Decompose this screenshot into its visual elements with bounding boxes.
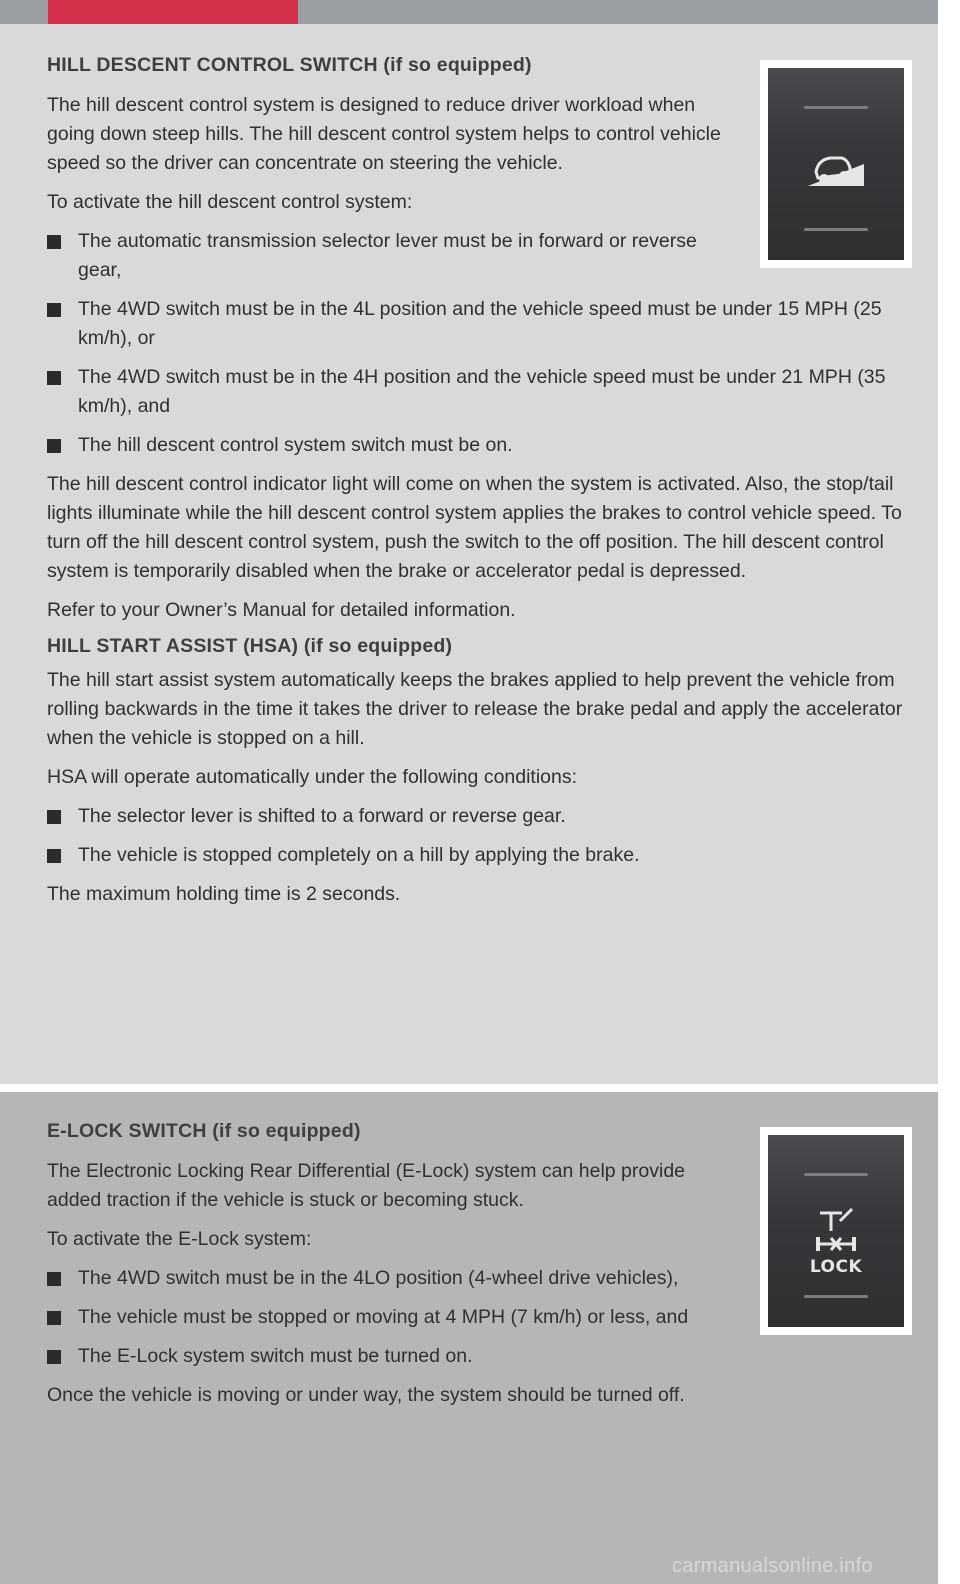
elock-activate-text: To activate the E-Lock system: xyxy=(47,1228,312,1250)
hdc-body: The hill descent control indicator light will come on when the system is activated. Also, the stop/tail lights illuminate while the hill descent control system applies the brakes to control vehicle speed. To turn off the hill descent control system, push the switch to the off position. The hill descent control system is temporarily disabled when the brake or accelerator pedal is depressed. xyxy=(47,473,902,582)
hdc-refer: Refer to your Owner’s Manual for detailed information. xyxy=(47,599,516,621)
list-item: The 4WD switch must be in the 4L position and the vehicle speed must be under 15 MPH (25 km/h), or xyxy=(47,295,907,353)
elock-switch xyxy=(768,1135,904,1327)
hsa-heading: HILL START ASSIST (HSA) (if so equipped) xyxy=(47,635,453,657)
list-item: The hill descent control system switch must be on. xyxy=(47,431,907,460)
list-item: The selector lever is shifted to a forward or reverse gear. xyxy=(47,802,907,831)
switch-groove-bottom xyxy=(804,228,868,231)
switch-groove-top xyxy=(804,106,868,109)
hdc-activate-text: To activate the hill descent control system: xyxy=(47,191,413,213)
hsa-intro: The hill start assist system automatically keeps the brakes applied to help prevent the vehicle from rolling backwards in the time it takes the driver to release the brake pedal and apply the accelerator when the vehicle is stopped on a hill. xyxy=(47,669,903,749)
hsa-conditions-text: HSA will operate automatically under the following conditions: xyxy=(47,766,578,788)
hdc-switch xyxy=(768,68,904,260)
switch-groove-bottom xyxy=(804,1295,868,1298)
hdc-switch-photo xyxy=(760,60,912,268)
top-bar xyxy=(0,0,938,24)
accent-tab xyxy=(48,0,298,24)
list-item: The 4WD switch must be in the 4LO position (4-wheel drive vehicles), xyxy=(47,1264,718,1293)
differential-lock-icon xyxy=(812,1207,860,1257)
list-item: The E-Lock system switch must be turned on. xyxy=(47,1342,907,1371)
hdc-intro: The hill descent control system is designed to reduce driver workload when going down steep hills. The hill descent control system helps to control vehicle speed so the driver can concentrate on steering the vehicle. xyxy=(47,94,721,174)
list-item: The vehicle is stopped completely on a hill by applying the brake. xyxy=(47,841,907,870)
hsa-conditions-list xyxy=(47,802,907,870)
hill-descent-icon xyxy=(806,146,866,190)
list-item: The automatic transmission selector lever must be in forward or reverse gear, xyxy=(47,227,738,285)
list-item: The 4WD switch must be in the 4H position and the vehicle speed must be under 21 MPH (35 km/h), and xyxy=(47,363,907,421)
switch-groove-top xyxy=(804,1173,868,1176)
elock-outro: Once the vehicle is moving or under way, the system should be turned off. xyxy=(47,1384,685,1406)
watermark: carmanualsonline.info xyxy=(672,1555,873,1577)
lock-label: LOCK xyxy=(809,1257,863,1277)
elock-heading: E-LOCK SWITCH (if so equipped) xyxy=(47,1120,361,1142)
hsa-max-holding: The maximum holding time is 2 seconds. xyxy=(47,883,401,905)
elock-intro: The Electronic Locking Rear Differential (E-Lock) system can help provide added traction if the vehicle is stuck or becoming stuck. xyxy=(47,1160,686,1211)
elock-switch-photo xyxy=(760,1127,912,1335)
list-item: The vehicle must be stopped or moving at 4 MPH (7 km/h) or less, and xyxy=(47,1303,743,1332)
hdc-heading: HILL DESCENT CONTROL SWITCH (if so equipped) xyxy=(47,54,532,76)
